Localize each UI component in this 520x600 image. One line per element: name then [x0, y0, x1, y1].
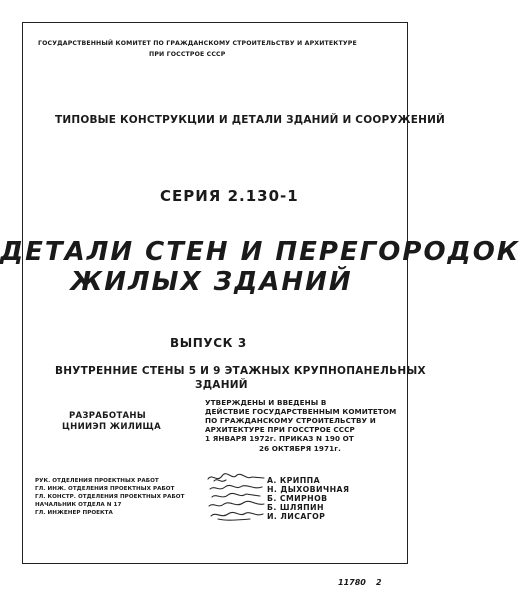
- person-name: И. ЛИСАГОР: [267, 512, 326, 521]
- approval-line-2: ДЕЙСТВИЕ ГОСУДАРСТВЕННЫМ КОМИТЕТОМ: [205, 407, 397, 416]
- issue-number: ВЫПУСК 3: [170, 336, 247, 350]
- approval-line-5: 1 ЯНВАРЯ 1972г. ПРИКАЗ N 190 ОТ: [205, 434, 354, 443]
- role-title: ГЛ. ИНЖ. ОТДЕЛЕНИЯ ПРОЕКТНЫХ РАБОТ: [35, 486, 175, 492]
- role-title: РУК. ОТДЕЛЕНИЯ ПРОЕКТНЫХ РАБОТ: [35, 478, 159, 484]
- role-title: ГЛ. ИНЖЕНЕР ПРОЕКТА: [35, 510, 113, 516]
- main-title-line-1: ДЕТАЛИ СТЕН И ПЕРЕГОРОДОК: [0, 237, 520, 267]
- collection-title: ТИПОВЫЕ КОНСТРУКЦИИ И ДЕТАЛИ ЗДАНИЙ И СООРУЖЕНИЙ: [55, 114, 446, 126]
- role-title: ГЛ. КОНСТР. ОТДЕЛЕНИЯ ПРОЕКТНЫХ РАБОТ: [35, 494, 185, 500]
- committee-name: ГОСУДАРСТВЕННЫЙ КОМИТЕТ ПО ГРАЖДАНСКОМУ СТРОИТЕЛЬСТВУ И АРХИТЕКТУРЕ: [38, 40, 357, 47]
- handwritten-signatures: [206, 472, 268, 524]
- subtitle-line-1: ВНУТРЕННИЕ СТЕНЫ 5 И 9 ЭТАЖНЫХ КРУПНОПАНЕЛЬНЫХ: [55, 365, 426, 377]
- person-name: Н. ДЫХОВИЧНАЯ: [267, 485, 350, 494]
- person-name: Б. СМИРНОВ: [267, 494, 328, 503]
- subtitle-line-2: ЗДАНИЙ: [195, 379, 248, 391]
- committee-affiliation: ПРИ ГОССТРОЕ СССР: [149, 51, 226, 58]
- developed-by-label: РАЗРАБОТАНЫ: [69, 411, 146, 421]
- page-number: 2: [376, 578, 382, 587]
- document-code: 11780: [338, 578, 366, 587]
- approval-line-4: АРХИТЕКТУРЕ ПРИ ГОССТРОЕ СССР: [205, 425, 355, 434]
- person-name: Б. ШЛЯПИН: [267, 503, 324, 512]
- person-name: А. КРИППА: [267, 476, 321, 485]
- main-title-line-2: ЖИЛЫХ ЗДАНИЙ: [70, 267, 353, 297]
- role-title: НАЧАЛЬНИК ОТДЕЛА N 17: [35, 502, 122, 508]
- approval-line-1: УТВЕРЖДЕНЫ И ВВЕДЕНЫ В: [205, 398, 327, 407]
- series-number: СЕРИЯ 2.130-1: [160, 187, 299, 205]
- developer-organization: ЦНИИЭП ЖИЛИЩА: [62, 422, 161, 432]
- approval-line-6: 26 ОКТЯБРЯ 1971г.: [259, 444, 341, 453]
- approval-line-3: ПО ГРАЖДАНСКОМУ СТРОИТЕЛЬСТВУ И: [205, 416, 376, 425]
